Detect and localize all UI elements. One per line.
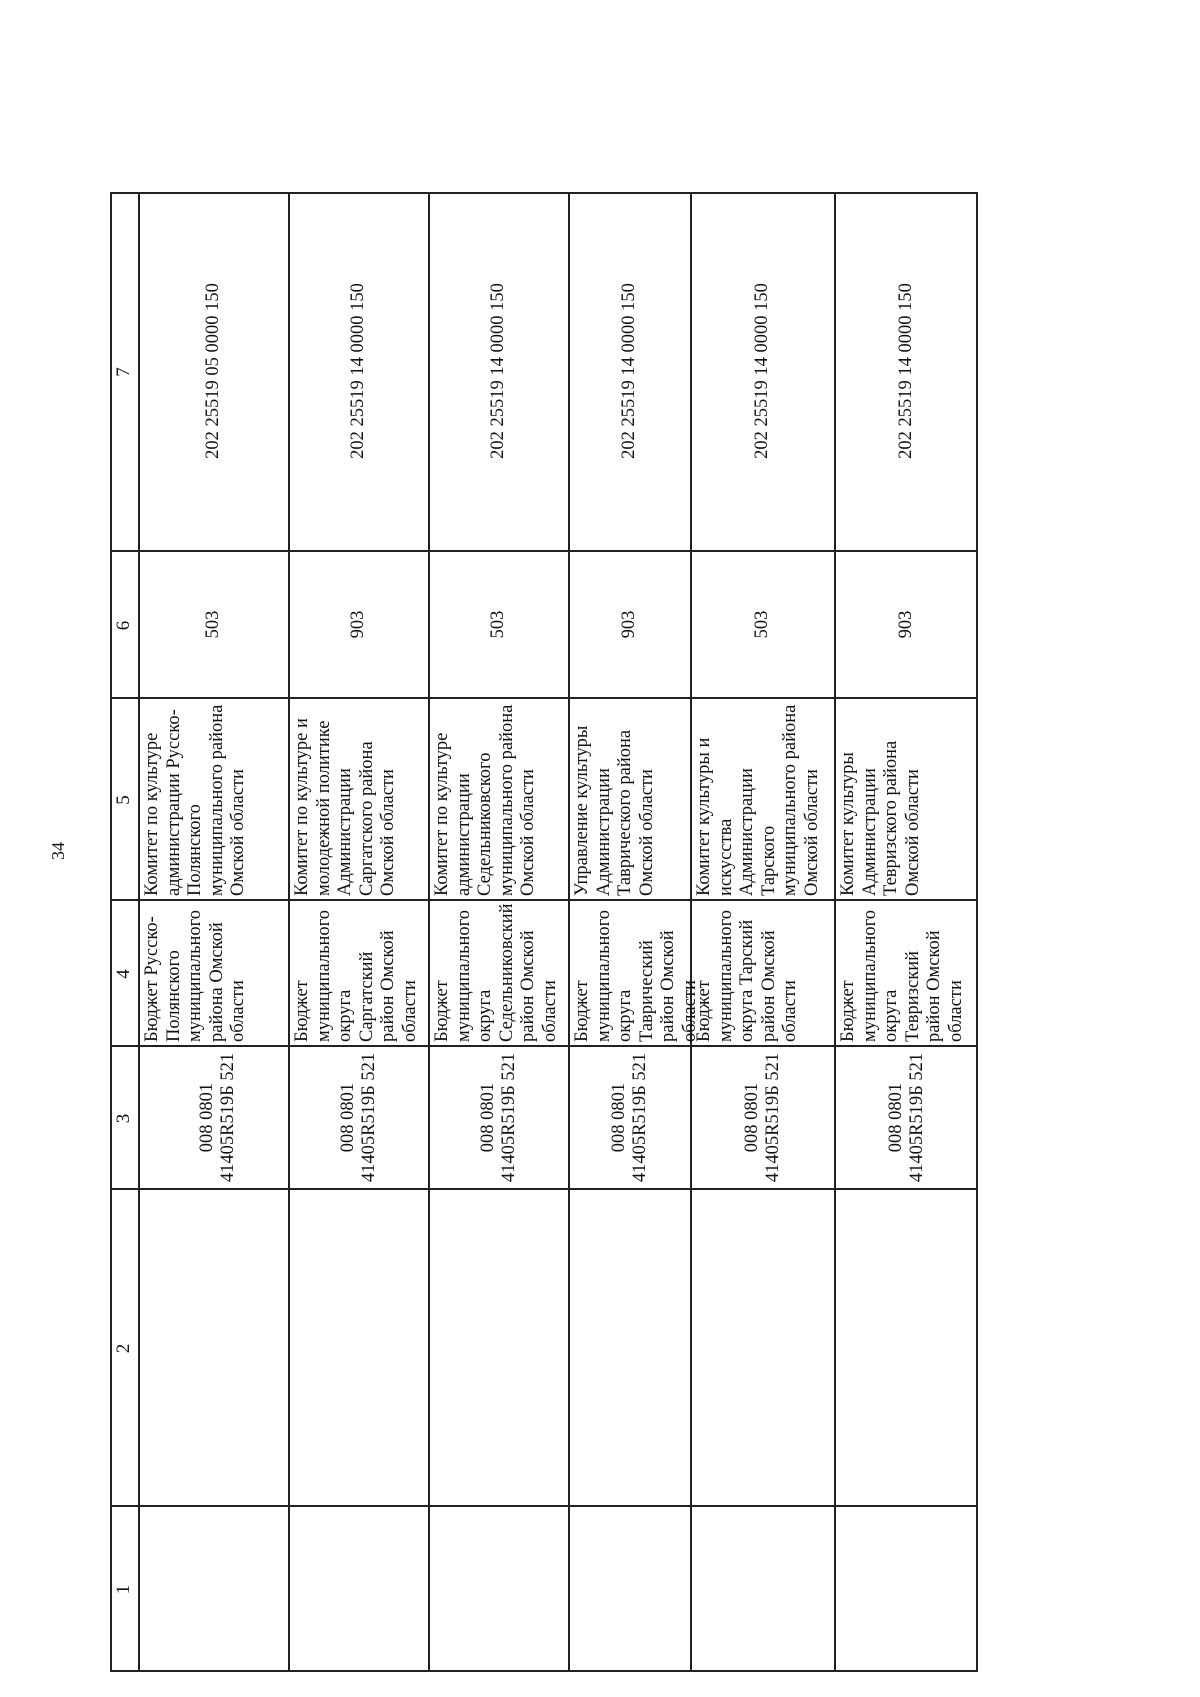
column-divider [110,550,978,552]
table-row [140,192,290,1672]
administrator-cell: Управление культуры Администрации Таврического района Омской области [572,725,657,896]
code-line-2: 41405R519Б 521 [907,1052,927,1183]
table-row [290,192,430,1672]
budget-cell: Бюджет Русско-Полянского муниципального района Омской области [142,909,248,1042]
table-border-bottom [976,192,978,1672]
budget-cell: Бюджет муниципального округа Таврический район Омской области [572,909,700,1042]
table-border-right [110,192,978,194]
code-line-2: 41405R519Б 521 [499,1052,519,1183]
kbk-cell: 202 25519 14 0000 150 [752,283,773,459]
code-cell [836,1047,978,1188]
budget-cell: Бюджет муниципального округа Тевризский район Омской области [838,909,966,1042]
header-col-7: 7 [113,367,134,377]
gv-cell: 903 [619,610,640,639]
gv-cell: 503 [488,610,509,639]
code-line-1: 008 0801 [741,1082,762,1153]
kbk-cell: 202 25519 14 0000 150 [896,283,917,459]
administrator-cell: Комитет по культуре администрации Седельниковского муниципального района Омской области [432,704,538,896]
gv-cell: 503 [752,610,773,639]
code-cell [570,1047,690,1188]
administrator-cell: Комитет культуры и искусства Администрации Тарского муниципального района Омской области [694,704,822,896]
gv-cell: 903 [348,610,369,639]
budget-cell: Бюджет муниципального округа Саргатский район Омской области [292,909,420,1042]
header-col-5: 5 [113,795,134,805]
kbk-cell: 202 25519 14 0000 150 [619,283,640,459]
kbk-cell: 202 25519 05 0000 150 [203,283,224,459]
header-col-2: 2 [113,1343,134,1354]
column-divider [110,1045,978,1047]
header-col-6: 6 [113,620,134,631]
administrator-cell: Комитет культуры Администрации Тевризского района Омской области [838,740,923,896]
code-line-1: 008 0801 [196,1082,217,1153]
table-row [692,192,836,1672]
table-header-row [110,192,140,1672]
code-line-1: 008 0801 [337,1082,358,1153]
column-divider [110,899,978,901]
table-row [570,192,700,1672]
column-divider [110,1188,978,1190]
code-cell [290,1047,428,1188]
code-line-2: 41405R519Б 521 [218,1052,238,1183]
code-line-2: 41405R519Б 521 [763,1052,783,1183]
kbk-cell: 202 25519 14 0000 150 [488,283,509,459]
column-divider [110,1505,978,1507]
code-line-1: 008 0801 [477,1082,498,1153]
table-border-left [110,1670,978,1672]
code-line-2: 41405R519Б 521 [630,1052,650,1183]
code-line-2: 41405R519Б 521 [359,1052,379,1183]
code-line-1: 008 0801 [608,1082,629,1153]
header-col-4: 4 [113,969,134,979]
budget-cell: Бюджет муниципального округа Тарский район Омской области [694,909,800,1042]
budget-cell: Бюджет муниципального округа Седельниковский район Омской области [432,903,560,1042]
header-col-3: 3 [113,1113,134,1124]
gv-cell: 903 [896,610,917,639]
column-divider [110,697,978,699]
administrator-cell: Комитет по культуре администрации Русско-Полянского муниципального района Омской области [142,704,248,896]
table-row [836,192,978,1672]
table-row [430,192,570,1672]
page-number: 34 [48,842,68,860]
code-cell [140,1047,288,1188]
header-col-1: 1 [113,1584,134,1595]
code-line-1: 008 0801 [885,1082,906,1153]
administrator-cell: Комитет по культуре и молодежной политике Администрации Саргатского района Омской области [292,718,398,896]
code-cell [692,1047,834,1188]
gv-cell: 503 [203,610,224,639]
kbk-cell: 202 25519 14 0000 150 [348,283,369,459]
table-rotation-frame [110,192,978,1672]
data-table [110,192,978,1672]
code-cell [430,1047,568,1188]
table-border-top [110,192,112,1672]
